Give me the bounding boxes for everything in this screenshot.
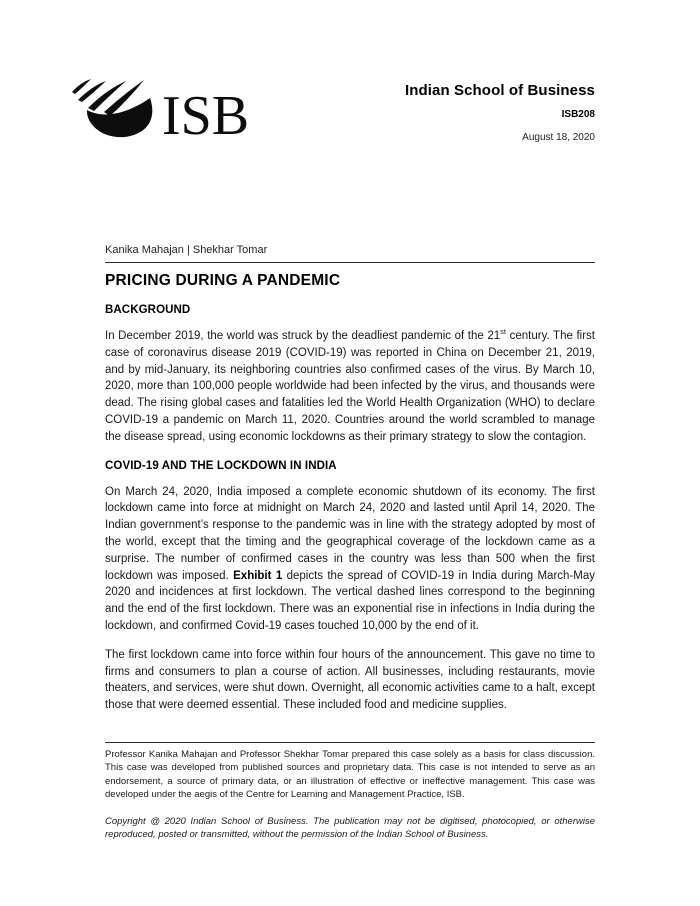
publication-date: August 18, 2020 xyxy=(522,132,595,143)
page-title: PRICING DURING A PANDEMIC xyxy=(105,272,341,289)
paragraph-background-text-b: century. The first case of coronavirus disease 2019 (COVID-19) was reported in China on December 21, 2019, and by mid-January, its neighboring countries also confirmed cases of the virus. By March 10, 2020, more than 100,000 people worldwide had been infected by the virus, and thousands were dead. The rising global cases and fatalities led the World Health Organization (WHO) to declare COVID-19 a pandemic on March 11, 2020. Countries around the world scrambled to manage the disease spread, using economic lockdowns as their primary strategy to slow the contagion. xyxy=(105,330,595,443)
paragraph-lockdown-1 xyxy=(105,484,595,635)
paragraph-background-text-a: In December 2019, the world was struck by the deadliest pandemic of the 21 xyxy=(105,330,501,342)
exhibit-reference: Exhibit 1 xyxy=(233,569,283,582)
paragraph-lockdown-2: The first lockdown came into force within four hours of the announcement. This gave no time to firms and consumers to plan a course of action. All businesses, including restaurants, movie theaters, and services, were shut down. Overnight, all economic activities came to a halt, except those that were deemed essential. These included food and medicine supplies. xyxy=(105,648,595,712)
section-heading-lockdown: COVID-19 AND THE LOCKDOWN IN INDIA xyxy=(105,459,337,472)
school-name: Indian School of Business xyxy=(404,82,595,99)
isb-logo-mark-icon xyxy=(70,72,250,142)
case-code: ISB208 xyxy=(561,109,595,120)
superscript-st: st xyxy=(500,327,507,337)
footer xyxy=(105,742,595,841)
isb-logo xyxy=(70,72,250,142)
footer-copyright: Copyright @ 2020 Indian School of Business. The publication may not be digitised, photocopied, or otherwise reproduced, posted or transmitted, without the permission of the Indian School of Business. xyxy=(105,815,595,841)
paragraph-background xyxy=(105,328,595,446)
footer-attribution: Professor Kanika Mahajan and Professor Shekhar Tomar prepared this case solely as a basis for class discussion. This case was developed from published sources and proprietary data. This case is not intended to serve as an endorsement, a source of primary data, or an illustration of effective or ineffective management. This case was developed under the aegis of the Centre for Learning and Management Practice, ISB. xyxy=(105,749,595,801)
paragraph-lockdown-1-text-a: On March 24, 2020, India imposed a complete economic shutdown of its economy. The first lockdown came into force at midnight on March 24, 2020 and lasted until April 14, 2020. The Indian government’s response to the pandemic was in line with the strategy adopted by most of the world, except that the timing and the geographical coverage of the lockdown came as a surprise. The number of confirmed cases in the country was less than 500 when the first lockdown was imposed. xyxy=(105,485,595,582)
header-right xyxy=(405,82,595,143)
document-body xyxy=(105,244,595,714)
paragraph-lockdown-1-text-b: depicts the spread of COVID-19 in India during March-May 2020 and incidences at first lockdown. The vertical dashed lines correspond to the beginning and the end of the first lockdown. There was an exponential rise in infections in India during the lockdown, and confirmed Covid-19 cases touched 10,000 by the end of it. xyxy=(105,569,595,632)
logo-text: ISB xyxy=(162,85,250,142)
authors-byline: Kanika Mahajan | Shekhar Tomar xyxy=(105,244,595,263)
section-heading-background: BACKGROUND xyxy=(105,304,191,316)
